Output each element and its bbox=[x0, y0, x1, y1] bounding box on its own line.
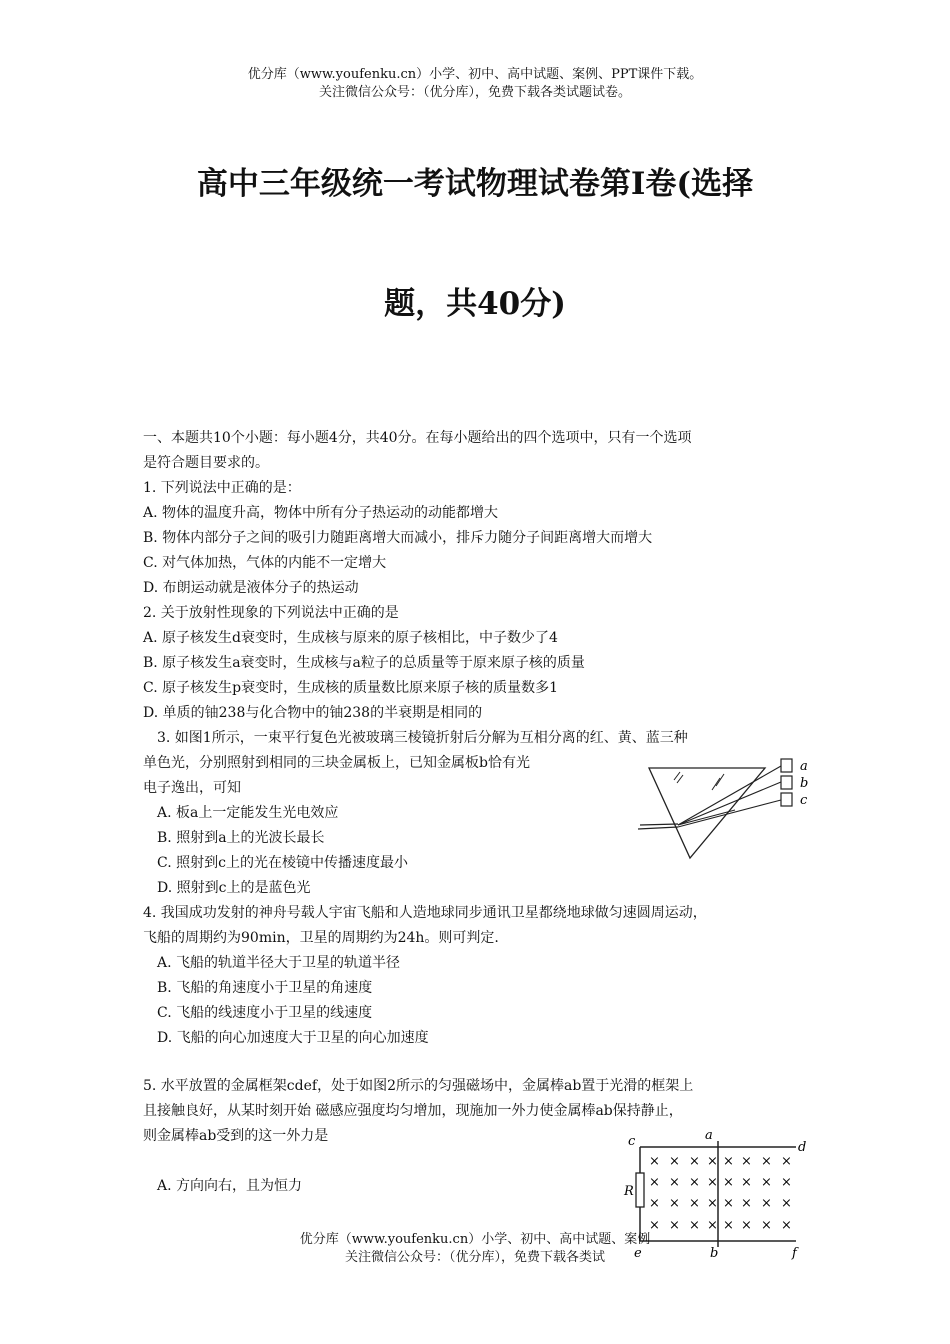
field-cross: × bbox=[741, 1196, 752, 1211]
q4-option-b: B. 飞船的角速度小于卫星的角速度 bbox=[157, 980, 373, 996]
field-cross: × bbox=[761, 1175, 772, 1190]
label-e: e bbox=[634, 1246, 642, 1261]
q2-option-a: A. 原子核发生d衰变时，生成核与原来的原子核相比，中子数少了4 bbox=[143, 630, 558, 646]
q1-stem: 1. 下列说法中正确的是： bbox=[143, 480, 301, 496]
field-cross: × bbox=[741, 1154, 752, 1169]
resistor-r bbox=[636, 1173, 644, 1207]
field-cross: × bbox=[707, 1175, 718, 1190]
field-cross: × bbox=[761, 1196, 772, 1211]
field-cross: × bbox=[649, 1218, 660, 1233]
q4-stem-line-2: 飞船的周期约为90min，卫星的周期约为24h。则可判定. bbox=[143, 930, 499, 946]
field-cross: × bbox=[669, 1218, 680, 1233]
q2-stem: 2. 关于放射性现象的下列说法中正确的是 bbox=[143, 605, 399, 621]
header-line-1: 优分库（www.youfenku.cn）小学、初中、高中试题、案例、PPT课件下载。 bbox=[247, 67, 703, 82]
q3-stem-line-3: 电子逸出，可知 bbox=[143, 780, 241, 796]
page-title-line-2: 题，共40分) bbox=[384, 286, 566, 322]
field-cross: × bbox=[669, 1175, 680, 1190]
q4-option-a: A. 飞船的轨道半径大于卫星的轨道半径 bbox=[157, 955, 401, 971]
field-cross: × bbox=[649, 1175, 660, 1190]
magnetic-field-crosses bbox=[649, 1154, 792, 1233]
field-cross: × bbox=[689, 1175, 700, 1190]
field-cross: × bbox=[761, 1218, 772, 1233]
field-cross: × bbox=[669, 1154, 680, 1169]
label-c: c bbox=[628, 1134, 636, 1149]
field-cross: × bbox=[781, 1154, 792, 1169]
q3-option-c: C. 照射到c上的光在棱镜中传播速度最小 bbox=[157, 855, 408, 871]
q2-option-b: B. 原子核发生a衰变时，生成核与a粒子的总质量等于原来原子核的质量 bbox=[143, 655, 585, 671]
field-cross: × bbox=[707, 1154, 718, 1169]
field-cross: × bbox=[741, 1175, 752, 1190]
plate-label-b: b bbox=[800, 776, 809, 791]
q3-option-b: B. 照射到a上的光波长最长 bbox=[157, 830, 325, 846]
footer-line-1: 优分库（www.youfenku.cn）小学、初中、高中试题、案例 bbox=[299, 1232, 651, 1247]
field-cross: × bbox=[741, 1218, 752, 1233]
field-cross: × bbox=[781, 1175, 792, 1190]
refracted-ray-a bbox=[678, 766, 781, 825]
plate-label-a: a bbox=[800, 759, 808, 774]
plate-label-c: c bbox=[800, 793, 808, 808]
page-title-line-1: 高中三年级统一考试物理试卷第Ⅰ卷(选择 bbox=[196, 166, 754, 202]
q2-option-d: D. 单质的铀238与化合物中的铀238的半衰期是相同的 bbox=[143, 705, 483, 721]
q3-stem-line-2: 单色光，分别照射到相同的三块金属板上，已知金属板b恰有光 bbox=[143, 755, 530, 771]
figure-1-prism-diagram bbox=[630, 750, 830, 862]
incident-ray bbox=[640, 824, 678, 825]
field-cross: × bbox=[689, 1154, 700, 1169]
q5-stem-line-3: 则金属棒ab受到的这一外力是 bbox=[143, 1128, 329, 1144]
q5-option-a: A. 方向向右，且为恒力 bbox=[157, 1178, 303, 1194]
q3-option-a: A. 板a上一定能发生光电效应 bbox=[157, 805, 339, 821]
field-cross: × bbox=[761, 1154, 772, 1169]
field-cross: × bbox=[723, 1218, 734, 1233]
q4-option-c: C. 飞船的线速度小于卫星的线速度 bbox=[157, 1005, 373, 1021]
metal-plate-a bbox=[781, 759, 792, 772]
field-cross: × bbox=[707, 1218, 718, 1233]
field-cross: × bbox=[669, 1196, 680, 1211]
label-b: b bbox=[710, 1246, 719, 1261]
field-cross: × bbox=[723, 1175, 734, 1190]
metal-plate-c bbox=[781, 793, 792, 806]
field-cross: × bbox=[649, 1196, 660, 1211]
field-cross: × bbox=[689, 1196, 700, 1211]
field-cross: × bbox=[707, 1196, 718, 1211]
q1-option-a: A. 物体的温度升高，物体中所有分子热运动的动能都增大 bbox=[143, 505, 499, 521]
label-a: a bbox=[705, 1128, 713, 1143]
q4-stem-line-1: 4. 我国成功发射的神舟号载人宇宙飞船和人造地球同步通讯卫星都绕地球做匀速圆周运动， bbox=[143, 905, 707, 921]
field-cross: × bbox=[723, 1196, 734, 1211]
label-d: d bbox=[798, 1140, 807, 1155]
footer-line-2: 关注微信公众号：（优分库），免费下载各类试 bbox=[344, 1250, 605, 1265]
field-cross: × bbox=[649, 1154, 660, 1169]
metal-plate-b bbox=[781, 776, 792, 789]
q5-stem-line-2: 且接触良好，从某时刻开始 磁感应强度均匀增加，现施加一外力使金属棒ab保持静止， bbox=[143, 1103, 683, 1119]
q1-option-d: D. 布朗运动就是液体分子的热运动 bbox=[143, 580, 359, 596]
q5-stem-line-1: 5. 水平放置的金属框架cdef，处于如图2所示的匀强磁场中，金属棒ab置于光滑的框架上 bbox=[143, 1078, 694, 1094]
field-cross: × bbox=[689, 1218, 700, 1233]
header-line-2: 关注微信公众号：（优分库），免费下载各类试题试卷。 bbox=[318, 85, 631, 100]
section-intro-line-2: 是符合题目要求的。 bbox=[143, 455, 269, 471]
label-r: R bbox=[624, 1184, 634, 1199]
section-intro-line-1: 一、本题共10个小题：每小题4分，共40分。在每小题给出的四个选项中，只有一个选项 bbox=[143, 430, 692, 446]
field-cross: × bbox=[781, 1196, 792, 1211]
q3-stem-line-1: 3. 如图1所示，一束平行复色光被玻璃三棱镜折射后分解为互相分离的红、黄、蓝三种 bbox=[157, 730, 688, 746]
q1-option-b: B. 物体内部分子之间的吸引力随距离增大而减小，排斥力随分子间距离增大而增大 bbox=[143, 530, 653, 546]
q2-option-c: C. 原子核发生p衰变时，生成核的质量数比原来原子核的质量数多1 bbox=[143, 680, 558, 696]
field-cross: × bbox=[781, 1218, 792, 1233]
q1-option-c: C. 对气体加热，气体的内能不一定增大 bbox=[143, 555, 387, 571]
label-f: f bbox=[792, 1246, 797, 1261]
q3-option-d: D. 照射到c上的是蓝色光 bbox=[157, 880, 311, 896]
field-cross: × bbox=[723, 1154, 734, 1169]
q4-option-d: D. 飞船的向心加速度大于卫星的向心加速度 bbox=[157, 1030, 429, 1046]
